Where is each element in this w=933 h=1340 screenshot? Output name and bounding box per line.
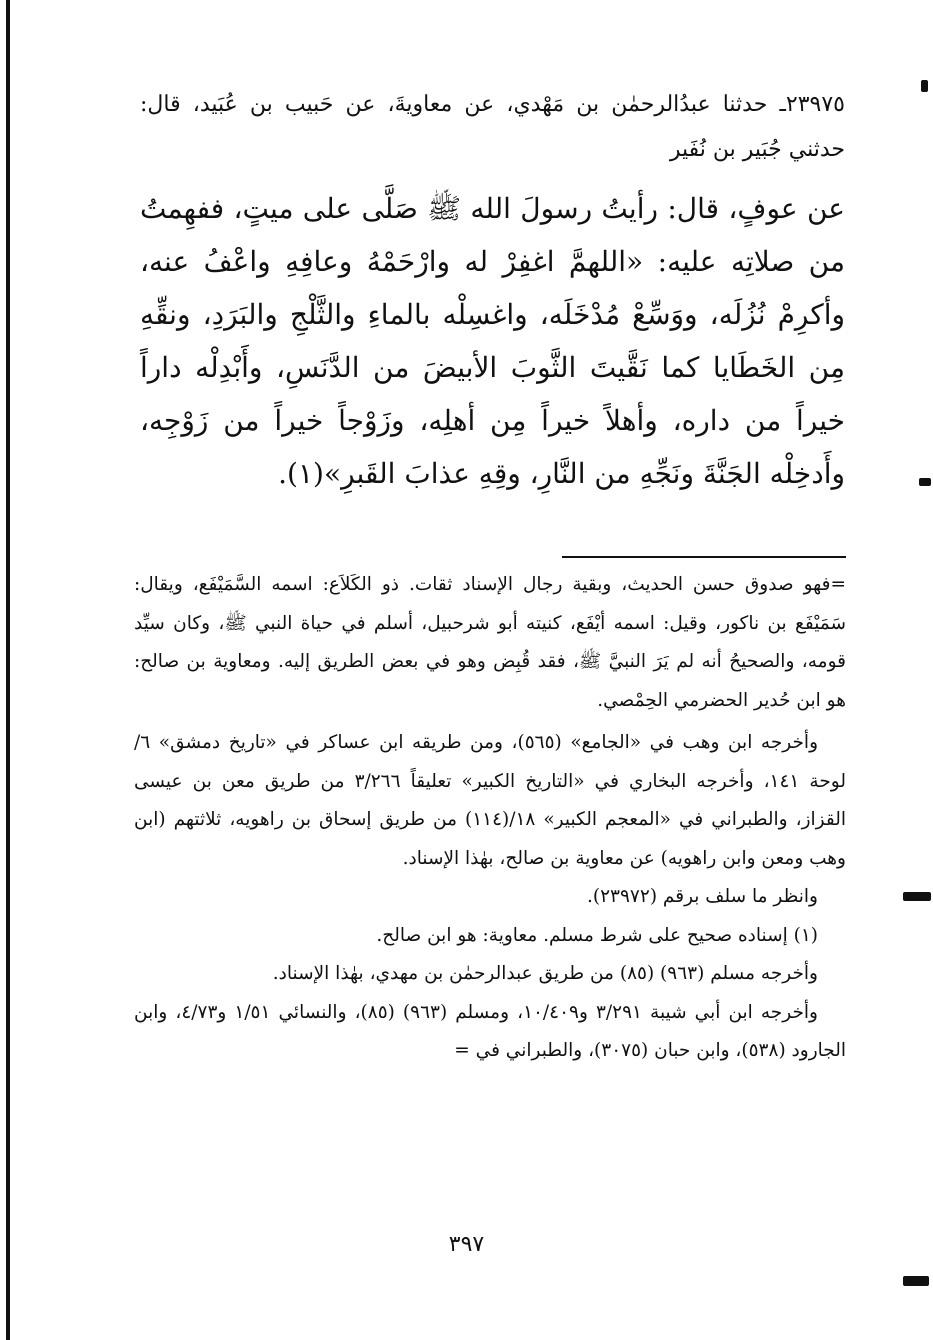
hadith-chain-of-narration: ٢٣٩٧٥ـ حدثنا عبدُالرحمٰن بن مَهْدي، عن معاويةَ، عن حَبيب بن عُبَيد، قال: حدثني جُبَير بن نُفَير [140,92,845,162]
footnote-paragraph: وانظر ما سلف برقم (٢٣٩٧٢). [587,886,818,907]
page-number: ٣٩٧ [448,1232,485,1257]
scan-mark-middle-right [919,478,931,486]
footnote-paragraph: وأخرجه مسلم (٩٦٣) (٨٥) من طريق عبدالرحمٰن بن مهدي، بهٰذا الإسناد. [272,963,818,984]
hadith-text: عن عوفٍ، قال: رأيتُ رسولَ الله ﷺ صَلَّى على ميتٍ، ففهِمتُ من صلاتِه عليه: «اللهمَّ اغفِرْ له وارْحَمْهُ وعافِهِ واعْفُ عنه، وأكرِمْ نُزُلَه، ووَسِّعْ مُدْخَلَه، واغسِلْه بالماءِ والثَّلْجِ والبَرَدِ، ونقِّهِ مِن الخَطَايا كما نَقَّيتَ الثَّوبَ الأبيضَ من الدَّنَسِ، وأَبْدِلْه داراً خيراً من داره، وأهلاً خيراً مِن أهلِه، وزَوْجاً خيراً من زَوْجِه، وأَدخِلْه الجَنَّةَ ونَجِّهِ من النَّارِ، وقِهِ عذابَ القَبرِ»(١). [140,192,845,490]
scan-mark-top-right [921,80,928,92]
hadith-section [140,82,845,500]
scan-edge-line [6,0,10,1340]
footnote-paragraph: =فهو صدوق حسن الحديث، وبقية رجال الإسناد ثقات. ذو الكَلاَع: اسمه السَّمَيْفَع، ويقال: سَمَيْفَع بن ناكور، وقيل: اسمه أيْفَع، كنيته أبو شرحبيل، أسلم في حياة النبي ﷺ، وكان سيِّد قومه، والصحيحُ أنه لم يَرَ النبيَّ ﷺ، فقد قُبِض وهو في بعض الطريق إليه. ومعاوية بن صالح: هو ابن حُدير الحضرمي الحِمْصي. [134,574,846,711]
footnote-paragraph: وأخرجه ابن أبي شيبة ٣/٢٩١ و١٠/٤٠٩، ومسلم (٩٦٣) (٨٥)، والنسائي ١/٥١ و٤/٧٣، وابن الجارود (٥٣٨)، وابن حبان (٣٠٧٥)، والطبراني في = [134,1001,846,1061]
footnotes [134,566,846,1071]
footnote-separator [562,556,846,558]
scan-mark-bottom-right [903,1276,929,1286]
footnote-paragraph: (١) إسناده صحيح على شرط مسلم. معاوية: هو ابن صالح. [376,924,818,946]
footnote-paragraph: وأخرجه ابن وهب في «الجامع» (٥٦٥)، ومن طريقه ابن عساكر في «تاريخ دمشق» ٦/ لوحة ١٤١، وأخرجه البخاري في «التاريخ الكبير» تعليقاً ٣/٢٦٦ من طريق معن بن عيسى القزاز، والطبراني في «المعجم الكبير» ١٨/(١١٤) من طريق إسحاق بن راهويه، ثلاثتهم (ابن وهب ومعن وابن راهويه) عن معاوية بن صالح، بهٰذا الإسناد. [134,732,846,869]
scan-mark-lower-right [903,892,931,901]
